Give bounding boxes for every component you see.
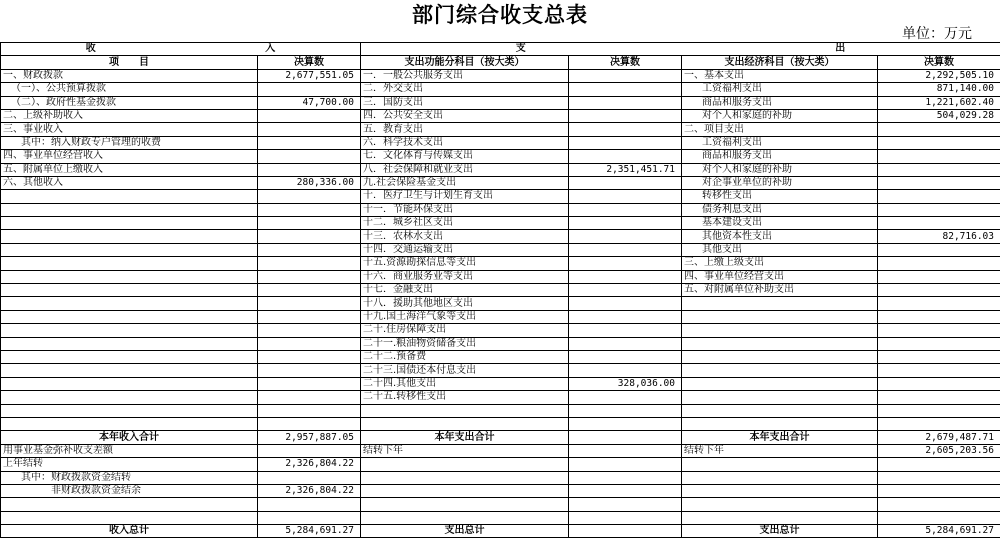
func-item xyxy=(361,498,569,511)
econ-item: 对个人和家庭的补助 xyxy=(682,163,878,176)
func-amount xyxy=(569,190,682,203)
func-amount xyxy=(569,391,682,404)
item-cell: （二）、政府性基金拨款 xyxy=(1,96,258,109)
func-item: 十五.资源勘探信息等支出 xyxy=(361,257,569,270)
func-amount xyxy=(569,123,682,136)
econ-item xyxy=(682,471,878,484)
func-amount xyxy=(569,136,682,149)
econ-item xyxy=(682,498,878,511)
income-amount xyxy=(258,297,361,310)
item-cell xyxy=(1,230,258,243)
econ-item xyxy=(682,297,878,310)
income-amount xyxy=(258,136,361,149)
table-row xyxy=(1,324,1000,337)
income-amount xyxy=(258,404,361,417)
income-amount xyxy=(258,270,361,283)
func-item xyxy=(361,471,569,484)
func-amount xyxy=(569,458,682,471)
func-item: 十一．节能环保支出 xyxy=(361,203,569,216)
income-amount xyxy=(258,190,361,203)
func-item: 结转下年 xyxy=(361,444,569,457)
grand-func-label: 支出总计 xyxy=(361,525,569,538)
func-amount xyxy=(569,96,682,109)
econ-amount: 871,140.00 xyxy=(878,83,1000,96)
econ-amount: 2,292,505.10 xyxy=(878,69,1000,82)
item-cell xyxy=(1,498,258,511)
grand-income-label: 收入总计 xyxy=(1,525,258,538)
item-cell xyxy=(1,324,258,337)
func-amount xyxy=(569,444,682,457)
func-amount xyxy=(569,484,682,497)
table-row xyxy=(1,350,1000,363)
func-item: 十二．城乡社区支出 xyxy=(361,217,569,230)
table-row xyxy=(1,270,1000,283)
table-row xyxy=(1,377,1000,390)
income-amount: 2,677,551.05 xyxy=(258,69,361,82)
econ-amount xyxy=(878,350,1000,363)
income-amount: 2,326,804.22 xyxy=(258,458,361,471)
item-cell xyxy=(1,297,258,310)
income-amount xyxy=(258,109,361,122)
func-amount xyxy=(569,284,682,297)
func-item: 十六．商业服务业等支出 xyxy=(361,270,569,283)
income-amount xyxy=(258,364,361,377)
income-amount xyxy=(258,498,361,511)
item-cell: 五、附属单位上缴收入 xyxy=(1,163,258,176)
econ-amount xyxy=(878,417,1000,430)
econ-amount xyxy=(878,270,1000,283)
income-amount xyxy=(258,123,361,136)
page-title: 部门综合收支总表 xyxy=(0,0,1000,30)
item-cell xyxy=(1,337,258,350)
econ-amount xyxy=(878,297,1000,310)
func-amount xyxy=(569,230,682,243)
item-cell: 三、事业收入 xyxy=(1,123,258,136)
func-amount xyxy=(569,417,682,430)
grand-income-value: 5,284,691.27 xyxy=(258,525,361,538)
func-amount xyxy=(569,257,682,270)
econ-item xyxy=(682,350,878,363)
item-header: 项 目 xyxy=(1,56,258,69)
func-total-value xyxy=(569,431,682,444)
econ-item: 工资福利支出 xyxy=(682,136,878,149)
func-amount xyxy=(569,150,682,163)
func-amount xyxy=(569,404,682,417)
income-total-label: 本年收入合计 xyxy=(1,431,258,444)
econ-amount xyxy=(878,471,1000,484)
func-item xyxy=(361,417,569,430)
item-cell xyxy=(1,190,258,203)
econ-item-header: 支出经济科目（按大类） xyxy=(682,56,878,69)
econ-amount: 2,605,203.56 xyxy=(878,444,1000,457)
item-cell xyxy=(1,377,258,390)
table-row xyxy=(1,511,1000,524)
header-row-1 xyxy=(1,43,1000,56)
income-amount: 280,336.00 xyxy=(258,176,361,189)
income-amount xyxy=(258,350,361,363)
income-amount xyxy=(258,471,361,484)
table-row xyxy=(1,498,1000,511)
econ-item: 一、基本支出 xyxy=(682,69,878,82)
econ-item: 对企事业单位的补助 xyxy=(682,176,878,189)
econ-amount: 504,029.28 xyxy=(878,109,1000,122)
econ-item: 债务利息支出 xyxy=(682,203,878,216)
econ-item xyxy=(682,404,878,417)
econ-amount xyxy=(878,511,1000,524)
econ-amount xyxy=(878,458,1000,471)
econ-amount xyxy=(878,123,1000,136)
income-amount xyxy=(258,150,361,163)
econ-item: 对个人和家庭的补助 xyxy=(682,109,878,122)
income-amount xyxy=(258,310,361,323)
func-amount xyxy=(569,270,682,283)
func-item: 六．科学技术支出 xyxy=(361,136,569,149)
econ-amount xyxy=(878,243,1000,256)
func-item-header: 支出功能分科目（按大类） xyxy=(361,56,569,69)
func-amount xyxy=(569,337,682,350)
func-amount xyxy=(569,498,682,511)
econ-amount: 82,716.03 xyxy=(878,230,1000,243)
func-item: 十三．农林水支出 xyxy=(361,230,569,243)
econ-item xyxy=(682,417,878,430)
econ-amount xyxy=(878,257,1000,270)
item-cell xyxy=(1,284,258,297)
table-row xyxy=(1,163,1000,176)
table-row xyxy=(1,310,1000,323)
func-item: 二十二.预备费 xyxy=(361,350,569,363)
item-cell xyxy=(1,404,258,417)
income-header: 收 入 xyxy=(1,43,361,56)
table-row xyxy=(1,364,1000,377)
table-row xyxy=(1,176,1000,189)
func-item xyxy=(361,404,569,417)
func-item: 八．社会保障和就业支出 xyxy=(361,163,569,176)
table-row xyxy=(1,150,1000,163)
table-row xyxy=(1,471,1000,484)
econ-item: 五、对附属单位补助支出 xyxy=(682,284,878,297)
item-cell: 上年结转 xyxy=(1,458,258,471)
econ-amount xyxy=(878,404,1000,417)
func-amount xyxy=(569,69,682,82)
econ-total-label: 本年支出合计 xyxy=(682,431,878,444)
econ-amount xyxy=(878,190,1000,203)
func-item xyxy=(361,458,569,471)
econ-amount xyxy=(878,377,1000,390)
income-amount xyxy=(258,391,361,404)
income-amount xyxy=(258,324,361,337)
econ-amount xyxy=(878,364,1000,377)
table-row xyxy=(1,484,1000,497)
item-cell xyxy=(1,310,258,323)
table-row xyxy=(1,203,1000,216)
income-amount: 2,326,804.22 xyxy=(258,484,361,497)
econ-item: 四、事业单位经营支出 xyxy=(682,270,878,283)
econ-item: 商品和服务支出 xyxy=(682,150,878,163)
income-amount xyxy=(258,217,361,230)
table-row xyxy=(1,257,1000,270)
func-item: 四．公共安全支出 xyxy=(361,109,569,122)
func-item: 十四．交通运输支出 xyxy=(361,243,569,256)
func-amount xyxy=(569,511,682,524)
income-amount xyxy=(258,284,361,297)
econ-item xyxy=(682,391,878,404)
econ-total-value: 2,679,487.71 xyxy=(878,431,1000,444)
econ-amount xyxy=(878,324,1000,337)
func-item: 五．教育支出 xyxy=(361,123,569,136)
econ-amount-header: 决算数 xyxy=(878,56,1000,69)
econ-amount xyxy=(878,203,1000,216)
table-row xyxy=(1,297,1000,310)
func-amount xyxy=(569,297,682,310)
econ-item: 转移性支出 xyxy=(682,190,878,203)
income-amount xyxy=(258,377,361,390)
func-amount xyxy=(569,471,682,484)
func-item: 十．医疗卫生与计划生育支出 xyxy=(361,190,569,203)
func-amount xyxy=(569,324,682,337)
econ-item xyxy=(682,324,878,337)
income-amount xyxy=(258,230,361,243)
table-row xyxy=(1,190,1000,203)
econ-amount xyxy=(878,337,1000,350)
func-item: 九.社会保险基金支出 xyxy=(361,176,569,189)
econ-amount xyxy=(878,163,1000,176)
func-amount xyxy=(569,364,682,377)
table-row xyxy=(1,417,1000,430)
table-row xyxy=(1,404,1000,417)
func-item: 二十三.国债还本付息支出 xyxy=(361,364,569,377)
func-item: 三．国防支出 xyxy=(361,96,569,109)
func-item: 二十一.粮油物资储备支出 xyxy=(361,337,569,350)
func-amount xyxy=(569,109,682,122)
func-amount xyxy=(569,243,682,256)
table-row xyxy=(1,243,1000,256)
econ-item: 工资福利支出 xyxy=(682,83,878,96)
table-row xyxy=(1,337,1000,350)
income-amount xyxy=(258,511,361,524)
income-amount xyxy=(258,83,361,96)
income-amount: 47,700.00 xyxy=(258,96,361,109)
func-amount xyxy=(569,310,682,323)
func-item: 十七．金融支出 xyxy=(361,284,569,297)
item-cell: 其中：财政拨款资金结转 xyxy=(1,471,258,484)
grand-econ-label: 支出总计 xyxy=(682,525,878,538)
func-amount: 328,036.00 xyxy=(569,377,682,390)
func-item: 二十四.其他支出 xyxy=(361,377,569,390)
summary-table xyxy=(0,42,1000,538)
econ-amount xyxy=(878,136,1000,149)
func-item: 二十五.转移性支出 xyxy=(361,391,569,404)
econ-item xyxy=(682,337,878,350)
income-amount-header: 决算数 xyxy=(258,56,361,69)
item-cell xyxy=(1,203,258,216)
func-amount xyxy=(569,217,682,230)
econ-item xyxy=(682,458,878,471)
item-cell: 其中：纳入财政专户管理的收费 xyxy=(1,136,258,149)
income-amount xyxy=(258,163,361,176)
econ-item xyxy=(682,377,878,390)
item-cell xyxy=(1,257,258,270)
table-row xyxy=(1,96,1000,109)
func-amount xyxy=(569,350,682,363)
table-row xyxy=(1,458,1000,471)
econ-item: 二、项目支出 xyxy=(682,123,878,136)
econ-amount: 1,221,602.40 xyxy=(878,96,1000,109)
income-amount xyxy=(258,444,361,457)
func-item: 二．外交支出 xyxy=(361,83,569,96)
func-item: 二十.住房保障支出 xyxy=(361,324,569,337)
item-cell: 四、事业单位经营收入 xyxy=(1,150,258,163)
func-item xyxy=(361,484,569,497)
income-amount xyxy=(258,417,361,430)
table-row xyxy=(1,83,1000,96)
income-amount xyxy=(258,203,361,216)
header-row-2 xyxy=(1,56,1000,69)
econ-item xyxy=(682,310,878,323)
item-cell: 用事业基金弥补收支差额 xyxy=(1,444,258,457)
func-item xyxy=(361,511,569,524)
item-cell: 二、上级补助收入 xyxy=(1,109,258,122)
item-cell xyxy=(1,417,258,430)
econ-amount xyxy=(878,150,1000,163)
grand-econ-value: 5,284,691.27 xyxy=(878,525,1000,538)
func-item: 十九.国土海洋气象等支出 xyxy=(361,310,569,323)
table-row xyxy=(1,123,1000,136)
table-row xyxy=(1,444,1000,457)
item-cell xyxy=(1,511,258,524)
total-row xyxy=(1,431,1000,444)
table-row xyxy=(1,69,1000,82)
item-cell: 非财政拨款资金结余 xyxy=(1,484,258,497)
func-amount: 2,351,451.71 xyxy=(569,163,682,176)
income-amount xyxy=(258,257,361,270)
table-row xyxy=(1,230,1000,243)
econ-item xyxy=(682,511,878,524)
econ-item: 基本建设支出 xyxy=(682,217,878,230)
item-cell: 一、财政拨款 xyxy=(1,69,258,82)
item-cell: 六、其他收入 xyxy=(1,176,258,189)
econ-amount xyxy=(878,498,1000,511)
func-item: 七．文化体育与传媒支出 xyxy=(361,150,569,163)
table-row xyxy=(1,136,1000,149)
func-item: 一．一般公共服务支出 xyxy=(361,69,569,82)
table-row xyxy=(1,109,1000,122)
unit-label: 单位：万元 xyxy=(902,24,972,44)
econ-item xyxy=(682,364,878,377)
econ-amount xyxy=(878,217,1000,230)
econ-item: 其他资本性支出 xyxy=(682,230,878,243)
func-amount xyxy=(569,83,682,96)
econ-item xyxy=(682,484,878,497)
econ-amount xyxy=(878,284,1000,297)
table-row xyxy=(1,217,1000,230)
func-amount xyxy=(569,176,682,189)
expense-header: 支 出 xyxy=(361,43,1000,56)
item-cell xyxy=(1,270,258,283)
func-item: 十八．援助其他地区支出 xyxy=(361,297,569,310)
item-cell: （一）、公共预算拨款 xyxy=(1,83,258,96)
econ-item: 三、上缴上级支出 xyxy=(682,257,878,270)
func-amount xyxy=(569,203,682,216)
econ-item: 其他支出 xyxy=(682,243,878,256)
item-cell xyxy=(1,391,258,404)
income-total-value: 2,957,887.05 xyxy=(258,431,361,444)
item-cell xyxy=(1,350,258,363)
income-amount xyxy=(258,337,361,350)
econ-amount xyxy=(878,310,1000,323)
econ-item: 结转下年 xyxy=(682,444,878,457)
item-cell xyxy=(1,217,258,230)
econ-amount xyxy=(878,391,1000,404)
table-row xyxy=(1,391,1000,404)
item-cell xyxy=(1,243,258,256)
func-amount-header: 决算数 xyxy=(569,56,682,69)
func-total-label: 本年支出合计 xyxy=(361,431,569,444)
econ-amount xyxy=(878,484,1000,497)
table-row xyxy=(1,284,1000,297)
econ-item: 商品和服务支出 xyxy=(682,96,878,109)
income-amount xyxy=(258,243,361,256)
econ-amount xyxy=(878,176,1000,189)
item-cell xyxy=(1,364,258,377)
